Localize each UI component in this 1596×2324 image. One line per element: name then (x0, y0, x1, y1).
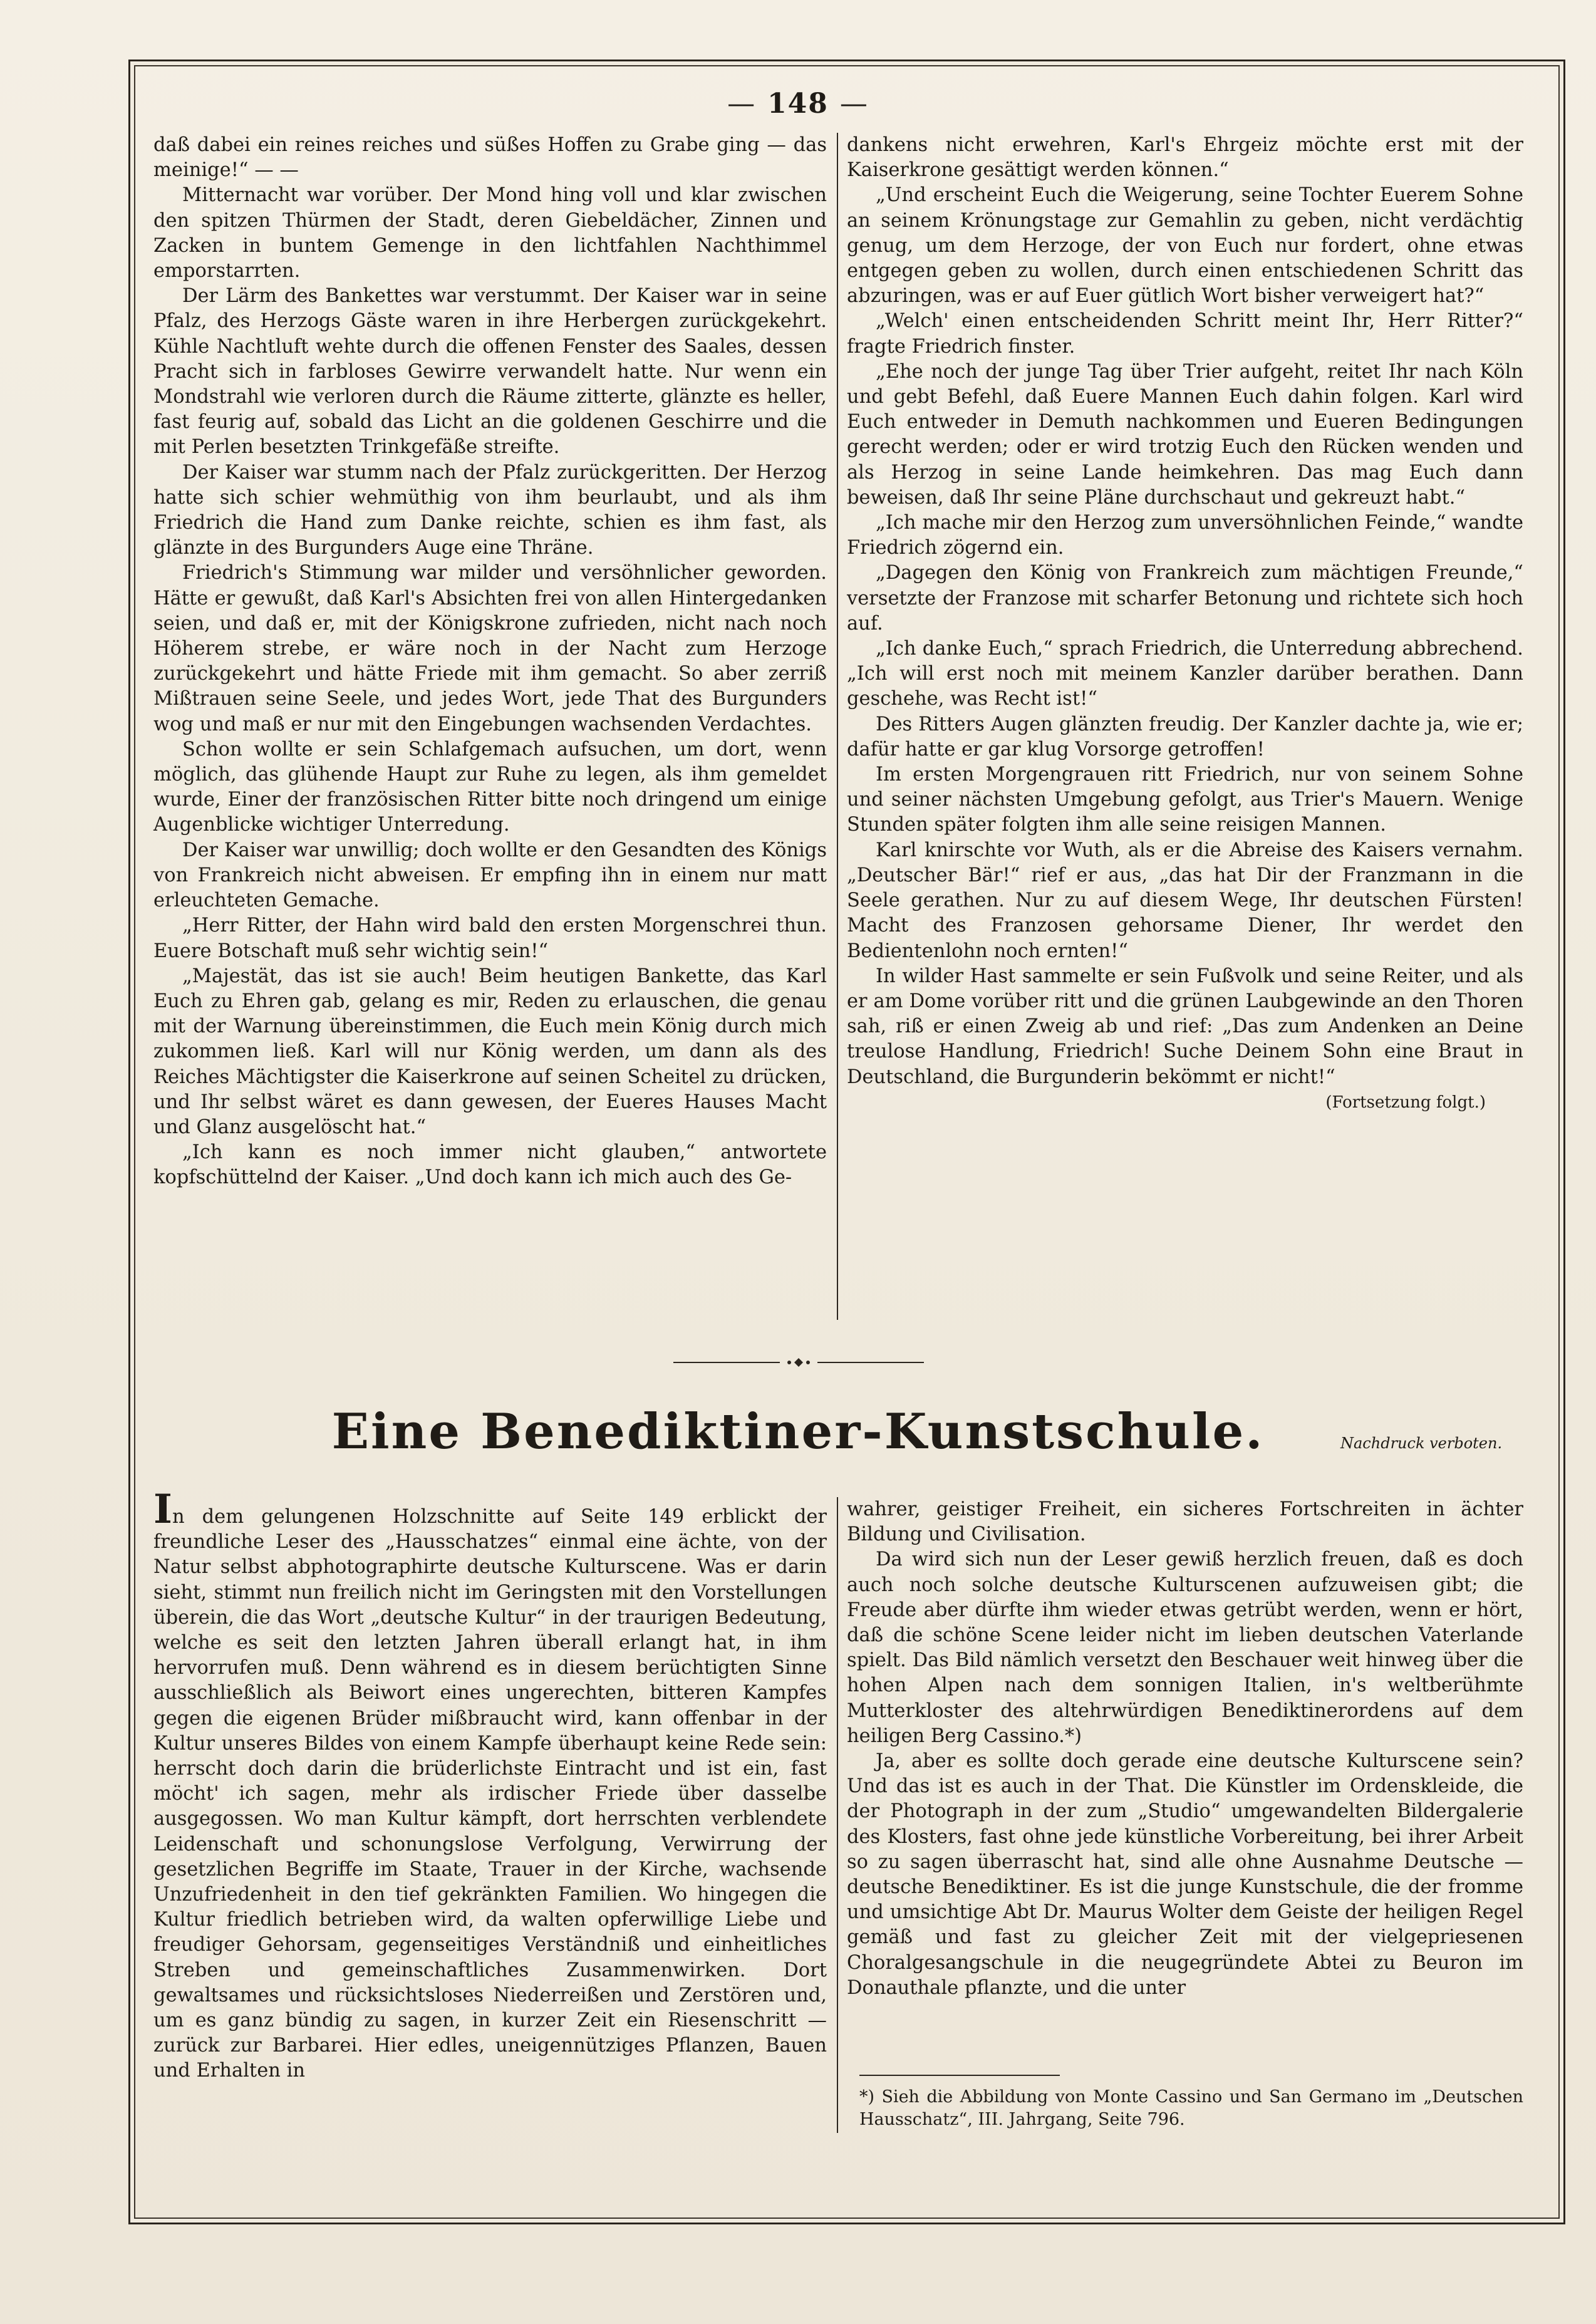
article-title: Eine Benediktiner-Kunstschule. (331, 1403, 1265, 1460)
paragraph: Karl knirschte vor Wuth, als er die Abreise des Kaisers vernahm. „Deutscher Bär!“ rief er aus, „das hat Dir der Franzmann in die Seele gerathen. Nur zu auf diesem Wege, Ihr deutschen Fürsten! Macht des Franzosen gehorsame Diener, Ihr werdet den Bedientenlohn noch ernten!“ (847, 839, 1523, 962)
paragraph: „Ich kann es noch immer nicht glauben,“ antwortete kopfschüttelnd der Kaiser. „Und doch kann ich mich auch des Ge- (153, 1141, 827, 1189)
paragraph: „Herr Ritter, der Hahn wird bald den ersten Morgenschrei thun. Euere Botschaft muß sehr wichtig sein!“ (153, 915, 827, 962)
paragraph: Da wird sich nun der Leser gewiß herzlich freuen, daß es doch auch noch solche deutsche Kulturscenen aufzuweisen gibt; die Freude aber dürfte ihm wieder etwas getrübt werden, wenn er hört, daß die schöne Scene leider nicht im lieben deutschen Vaterlande spielt. Das Bild nämlich versetzt den Beschauer weit hinweg über die hohen Alpen nach dem sonnigen Italien, in's weltberühmte Mutterkloster des altehrwürdigen Benediktinerordens auf dem heiligen Berg Cassino.*) (847, 1548, 1523, 1747)
column-divider (837, 1497, 838, 2133)
paragraph: Des Ritters Augen glänzten freudig. Der Kanzler dachte ja, wie er; dafür hatte er gar klug Vorsorge getroffen! (847, 713, 1523, 760)
paragraph: „Ich danke Euch,“ sprach Friedrich, die Unterredung abbrechend. „Ich will erst noch mit meinem Kanzler darüber berathen. Dann geschehe, was Recht ist!“ (847, 638, 1523, 710)
paragraph: Im ersten Morgengrauen ritt Friedrich, nur von seinem Sohne und seiner nächsten Umgebung gefolgt, aus Trier's Mauern. Wenige Stunden später folgten ihm alle seine reisigen Mannen. (847, 764, 1523, 836)
page-number-value: 148 (767, 88, 829, 120)
paragraph: Ja, aber es sollte doch gerade eine deutsche Kulturscene sein? Und das ist es auch in der That. Die Künstler im Ordenskleide, die der Photograph in der zum „Studio“ umgewandelten Bildergalerie des Klosters, fast ohne jede künstliche Vorbereitung, bei ihrer Arbeit so zu sagen überrascht hat, sind alle ohne Ausnahme Deutsche — deutsche Benediktiner. Es ist die junge Kunstschule, die der fromme und umsichtige Abt Dr. Maurus Wolter dem Geiste der heiligen Regel gemäß und fast zu gleicher Zeit mit der vielgepriesenen Choralgesangschule in die neugegründete Abtei zu Beuron im Donauthale pflanzte, und die unter (847, 1750, 1523, 1999)
paragraph: „Welch' einen entscheidenden Schritt meint Ihr, Herr Ritter?“ fragte Friedrich finster. (847, 310, 1523, 358)
page-number-dash-right: — (839, 88, 869, 120)
story-column-right (847, 133, 1523, 1115)
reprint-notice: Nachdruck verboten. (1340, 1434, 1503, 1452)
paragraph: Der Lärm des Bankettes war verstummt. Der Kaiser war in seine Pfalz, des Herzogs Gäste waren in ihre Herbergen zurückgekehrt. Kühle Nachtluft wehte durch die offenen Fenster des Saales, dessen Pracht sich in farbloses Gewirre verwandelt hatte. Nur wenn ein Mondstrahl wie verloren durch die Räume zitterte, glänzte es heller, fast feurig auf, sobald das Licht an die goldenen Geschirre und die mit Perlen besetzten Trinkgefäße streifte. (153, 285, 827, 459)
paragraph: wahrer, geistiger Freiheit, ein sicheres Fortschreiten in ächter Bildung und Civilisation. (847, 1498, 1523, 1546)
page-number (0, 88, 1596, 120)
article-column-right (847, 1497, 1523, 2001)
paragraph: dankens nicht erwehren, Karl's Ehrgeiz möchte erst mit der Kaiserkrone gesättigt werden können.“ (847, 134, 1523, 182)
paragraph: Mitternacht war vorüber. Der Mond hing voll und klar zwischen den spitzen Thürmen der Stadt, deren Giebeldächer, Zinnen und Zacken in buntem Gemenge in den lichtfahlen Nachthimmel emporstarrten. (153, 184, 827, 283)
footnote-rule (859, 2075, 1060, 2076)
paragraph: In dem gelungenen Holzschnitte auf Seite 149 erblickt der freundliche Leser des „Hausschatzes“ einmal eine ächte, von der Natur selbst abphotographirte deutsche Kulturscene. Was er darin sieht, stimmt nun freilich nicht im Geringsten mit den Vorstellungen überein, die das Wort „deutsche Kultur“ in der traurigen Bedeutung, welche es seit den letzten Jahren überall erlangt hat, in ihm hervorrufen muß. Denn während es in diesem berüchtigten Sinne ausschließlich als Beiwort eines ungerechten, bitteren Kampfes gegen die eigenen Brüder mißbraucht wird, kann offenbar in der Kultur unseres Bildes von einem Kampfe überhaupt keine Rede sein: herrscht doch darin die brüderlichste Eintracht und ist ein, fast möcht' ich sagen, mehr als irdischer Friede über dasselbe ausgegossen. Wo man Kultur kämpft, dort herrschten verblendete Leidenschaft und schonungslose Verfolgung, Verwirrung der gesetzlichen Begriffe im Staate, Trauer in der Kirche, wachsende Unzufriedenheit in den tief gekränkten Familien. Wo hingegen die Kultur friedlich betrieben wird, da walten opferwillige Liebe und freudiger Gehorsam, gegenseitiges Verständniß und einheitliches Streben und gemeinschaftliches Zusammenwirken. Dort gewaltsames und rücksichtsloses Niederreißen und Zerstören und, um es ganz bündig zu sagen, in kurzer Zeit ein Riesenschritt — zurück zur Barbarei. Hier edles, uneigennütziges Pflanzen, Bauen und Erhalten in (153, 1486, 827, 2082)
story-column-left (153, 133, 827, 1191)
paragraph: „Ich mache mir den Herzog zum unversöhnlichen Feinde,“ wandte Friedrich zögernd ein. (847, 512, 1523, 559)
paragraph: Der Kaiser war unwillig; doch wollte er den Gesandten des Königs von Frankreich nicht abweisen. Er empfing ihn in einem nur matt erleuchteten Gemache. (153, 839, 827, 912)
paragraph: In wilder Hast sammelte er sein Fußvolk und seine Reiter, und als er am Dome vorüber ritt und die grünen Laubgewinde an den Thoren sah, riß er einen Zweig ab und rief: „Das zum Andenken an Deine treulose Handlung, Friedrich! Suche Deinem Sohn eine Braut in Deutschland, die Burgunderin bekömmt er nicht!“ (847, 965, 1523, 1088)
paragraph: „Und erscheint Euch die Weigerung, seine Tochter Euerem Sohne an seinem Krönungstage zur Gemahlin zu geben, nicht verdächtig genug, um dem Herzoge, der von Euch nur fordert, ohne etwas entgegen geben zu wollen, durch einen entschiedenen Schritt das abzuringen, was er auf Euer gütlich Wort bisher verweigert hat?“ (847, 184, 1523, 308)
continued-note: (Fortsetzung folgt.) (1325, 1092, 1486, 1112)
paragraph: Schon wollte er sein Schlafgemach aufsuchen, um dort, wenn möglich, das glühende Haupt zur Ruhe zu legen, als ihm gemeldet wurde, Einer der französischen Ritter bitte noch dringend um einige Augenblicke wichtiger Unterredung. (153, 738, 827, 836)
article-column-left (153, 1486, 827, 2084)
paragraph: „Dagegen den König von Frankreich zum mächtigen Freunde,“ versetzte der Franzose mit scharfer Betonung und richtete sich hoch auf. (847, 562, 1523, 635)
paragraph: daß dabei ein reines reiches und süßes Hoffen zu Grabe ging — das meinige!“ — — (153, 134, 827, 182)
ornament-divider (673, 1353, 924, 1372)
column-divider (837, 133, 838, 1320)
paragraph: „Ehe noch der junge Tag über Trier aufgeht, reitet Ihr nach Köln und gebt Befehl, daß Euere Mannen Euch dahin folgen. Karl wird Euch entweder in Demuth nachkommen und Eueren Bedingungen gerecht werden; oder er wird trotzig Euch den Rücken wenden und als Herzog in seine Lande heimkehren. Das mag Euch dann beweisen, daß Ihr seine Pläne durchschaut und gekreuzt habt.“ (847, 360, 1523, 509)
paragraph: Friedrich's Stimmung war milder und versöhnlicher geworden. Hätte er gewußt, daß Karl's Absichten frei von allen Hintergedanken seien, und daß er, mit der Königskrone zufrieden, nicht nach noch Höherem strebe, er wäre noch in der Nacht zum Herzoge zurückgekehrt und hätte Friede mit ihm gemacht. So aber zerriß Mißtrauen seine Seele, und jedes Wort, jede That des Burgunders wog und maß er nur mit den Eingebungen wachsenden Verdachtes. (153, 562, 827, 735)
paragraph: Der Kaiser war stumm nach der Pfalz zurückgeritten. Der Herzog hatte sich schier wehmüthig von ihm beurlaubt, und als ihm Friedrich die Hand zum Danke reichte, schien es ihm fast, als glänzte in des Burgunders Auge eine Thräne. (153, 461, 827, 559)
footnote: *) Sieh die Abbildung von Monte Cassino und San Germano im „Deutschen Hausschatz“, III. Jahrgang, Seite 796. (859, 2087, 1523, 2129)
paragraph: „Majestät, das ist sie auch! Beim heutigen Bankette, das Karl Euch zu Ehren gab, gelang es mir, Reden zu erlauschen, die genau mit der Warnung übereinstimmen, die Euch mein König durch mich zukommen ließ. Karl will nur König werden, um dann als des Reiches Mächtigster die Kaiserkrone auf seinen Scheitel zu drücken, und Ihr selbst wäret es dann gewesen, der Eueres Hauses Macht und Glanz ausgelöscht hat.“ (153, 965, 827, 1138)
page-number-dash-left: — (727, 88, 757, 120)
